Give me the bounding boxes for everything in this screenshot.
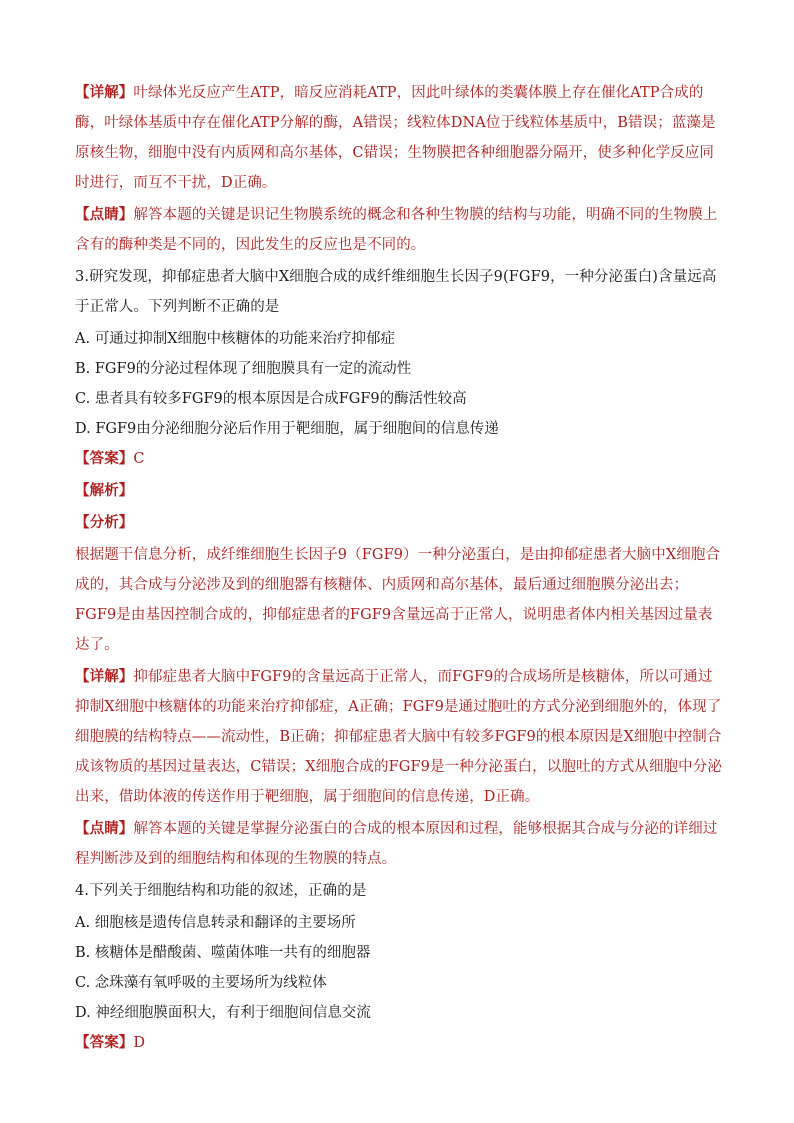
note-tag: 【点睛】: [75, 206, 134, 223]
detail-tag: 【详解】: [75, 84, 134, 101]
q4-option-a: A. 细胞核是遗传信息转录和翻译的主要场所: [75, 915, 356, 931]
detail-text: 抑郁症患者大脑中FGF9的含量远高于正常人，而FGF9的合成场所是核糖体，所以可通过抑制X细胞中核糖体的功能来治疗抑郁症，A正确；FGF9是通过胞吐的方式分泌到细胞外的，体现了细胞膜的结构特点——流动性，B正确；抑郁症患者大脑中有较多FGF9的根本原因是X细胞中控制合成该物质的基因过量表达，C错误；X细胞合成的FGF9是一种分泌蛋白，以胞吐的方式从细胞中分泌出来，借助体液的传送作用于靶细胞，属于细胞间的信息传递，D正确。: [75, 669, 722, 805]
question-3-stem: 3.研究发现，抑郁症患者大脑中X细胞合成的成纤维细胞生长因子9(FGF9，一种分泌蛋白)含量远高于正常人。下列判断不正确的是: [75, 269, 717, 315]
q3-option-c: C. 患者具有较多FGF9的根本原因是合成FGF9的酶活性较高: [75, 391, 467, 407]
q4-option-d: D. 神经细胞膜面积大，有利于细胞间信息交流: [75, 1005, 371, 1021]
q3-analysis-heading: [75, 476, 727, 506]
detail-paragraph-q2: [75, 78, 727, 198]
answer-tag: 【答案】: [75, 450, 134, 467]
q3-fenxi-text: 根据题干信息分析，成纤维细胞生长因子9（FGF9）一种分泌蛋白，是由抑郁症患者大脑中X细胞合成的，其合成与分泌涉及到的细胞器有核糖体、内质网和高尔基体，最后通过细胞膜分泌出去；FGF9是由基因控制合成的，抑郁症患者的FGF9含量远高于正常人，说明患者体内相关基因过量表达了。: [75, 547, 721, 653]
q3-fenxi-heading: [75, 508, 727, 538]
q3-option-b: B. FGF9的分泌过程体现了细胞膜具有一定的流动性: [75, 361, 412, 377]
analysis-tag: 【解析】: [75, 482, 134, 499]
note-paragraph-q2: [75, 200, 727, 260]
document-page: [75, 78, 727, 1060]
q3-option-d: D. FGF9由分泌细胞分泌后作用于靶细胞，属于细胞间的信息传递: [75, 421, 499, 437]
detail-tag: 【详解】: [75, 668, 134, 685]
q4-option-b: B. 核糖体是醋酸菌、噬菌体唯一共有的细胞器: [75, 945, 371, 961]
answer-value: D: [133, 1035, 146, 1051]
q4-answer: [75, 1028, 727, 1058]
q4-option-c: C. 念珠藻有氧呼吸的主要场所为线粒体: [75, 975, 327, 991]
q3-detail-paragraph: [75, 662, 727, 812]
question-4-stem: 4.下列关于细胞结构和功能的叙述，正确的是: [75, 883, 367, 899]
q3-answer: [75, 444, 727, 474]
note-text: 解答本题的关键是识记生物膜系统的概念和各种生物膜的结构与功能，明确不同的生物膜上含有的酶种类是不同的，因此发生的反应也是不同的。: [75, 207, 718, 253]
answer-value: C: [133, 451, 145, 467]
note-tag: 【点睛】: [75, 820, 134, 837]
q3-note-paragraph: [75, 814, 727, 874]
detail-text: 叶绿体光反应产生ATP，暗反应消耗ATP，因此叶绿体的类囊体膜上存在催化ATP合成的酶，叶绿体基质中存在催化ATP分解的酶，A错误；线粒体DNA位于线粒体基质中，B错误；蓝藻是原核生物，细胞中没有内质网和高尔基体，C错误；生物膜把各种细胞器分隔开，使多种化学反应同时进行，而互不干扰，D正确。: [75, 85, 716, 191]
q3-option-a: A. 可通过抑制X细胞中核糖体的功能来治疗抑郁症: [75, 331, 396, 347]
answer-tag: 【答案】: [75, 1034, 134, 1051]
note-text: 解答本题的关键是掌握分泌蛋白的合成的根本原因和过程，能够根据其合成与分泌的详细过程判断涉及到的细胞结构和体现的生物膜的特点。: [75, 821, 718, 867]
fenxi-tag: 【分析】: [75, 514, 134, 531]
